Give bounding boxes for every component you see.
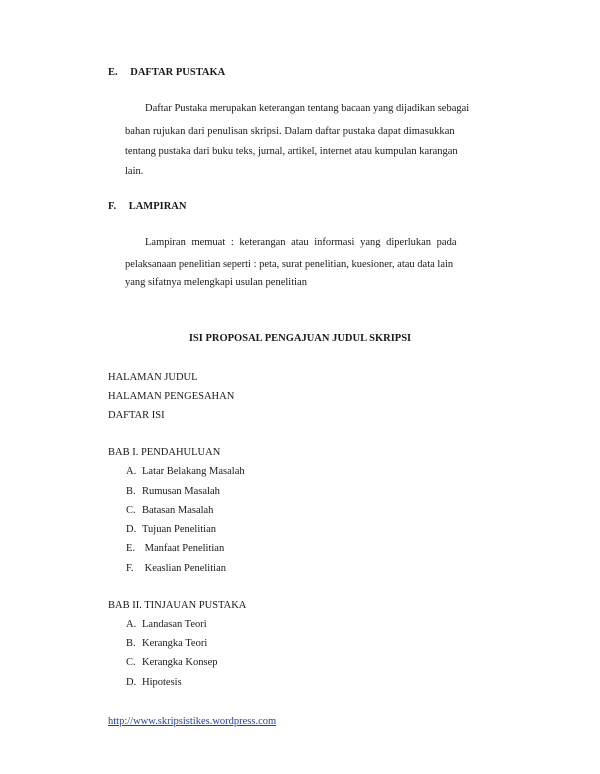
section-f-line-1: Lampiran memuat : keterangan atau informasi yang diperlukan pada <box>145 237 457 248</box>
footer-link[interactable]: http://www.skripsistikes.wordpress.com <box>108 716 277 727</box>
list-item: D. Tujuan Penelitian <box>126 524 216 535</box>
section-f-heading <box>108 201 186 212</box>
front-matter-item: HALAMAN JUDUL <box>108 372 198 383</box>
list-item: C. Kerangka Konsep <box>126 657 218 668</box>
section-e-title: DAFTAR PUSTAKA <box>130 67 226 78</box>
section-e-line-3: tentang pustaka dari buku teks, jurnal, artikel, internet atau kumpulan karangan <box>125 146 458 157</box>
section-f-title: LAMPIRAN <box>128 201 187 212</box>
proposal-title: ISI PROPOSAL PENGAJUAN JUDUL SKRIPSI <box>188 333 412 344</box>
list-item: B. Rumusan Masalah <box>126 486 220 497</box>
list-item: D. Hipotesis <box>126 677 182 688</box>
section-e-line-1: Daftar Pustaka merupakan keterangan tentang bacaan yang dijadikan sebagai <box>145 103 470 114</box>
list-item: C. Batasan Masalah <box>126 505 214 516</box>
section-e-heading <box>108 67 225 78</box>
list-item: A. Landasan Teori <box>126 619 207 630</box>
section-e-letter: E. <box>108 67 118 78</box>
list-item: E. Manfaat Penelitian <box>126 543 225 554</box>
section-e-line-4: lain. <box>125 166 144 177</box>
front-matter-item: DAFTAR ISI <box>108 410 165 421</box>
front-matter-item: HALAMAN PENGESAHAN <box>108 391 235 402</box>
chapter-2-title: BAB II. TINJAUAN PUSTAKA <box>108 600 247 611</box>
list-item: B. Kerangka Teori <box>126 638 208 649</box>
list-item: F. Keaslian Penelitian <box>126 563 226 574</box>
chapter-1-title: BAB I. PENDAHULUAN <box>108 447 221 458</box>
section-e-line-2: bahan rujukan dari penulisan skripsi. Dalam daftar pustaka dapat dimasukkan <box>125 126 455 137</box>
section-f-line-2: pelaksanaan penelitian seperti : peta, surat penelitian, kuesioner, atau data lain <box>125 259 454 270</box>
section-f-line-3: yang sifatnya melengkapi usulan penelitian <box>125 277 307 288</box>
list-item: A. Latar Belakang Masalah <box>126 466 245 477</box>
section-f-letter: F. <box>108 201 117 212</box>
